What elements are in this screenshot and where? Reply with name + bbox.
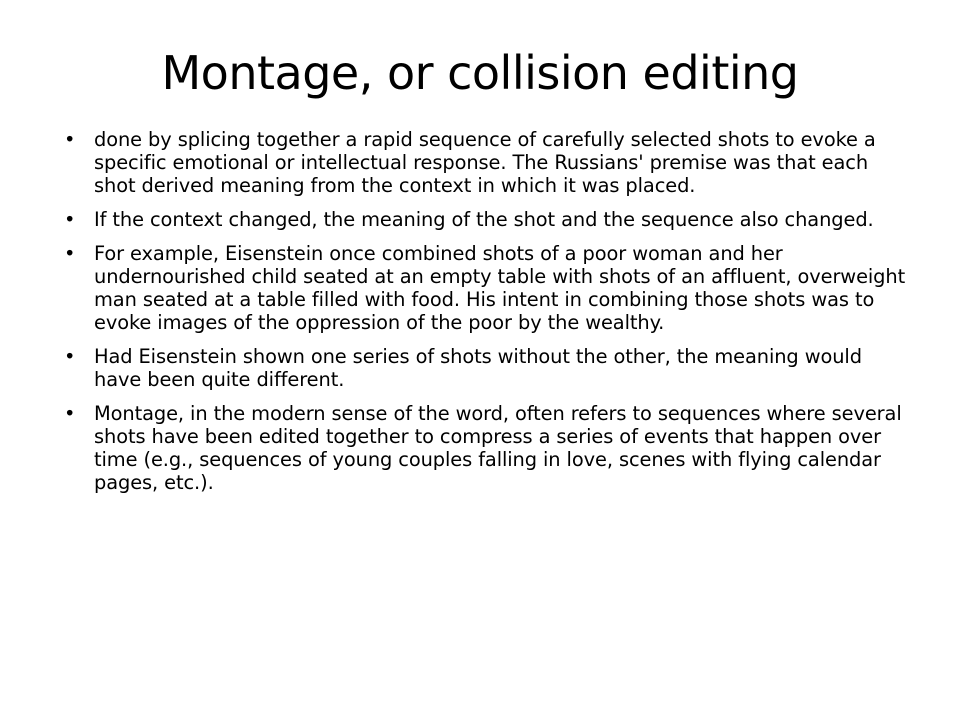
bullet-item [64,345,908,391]
bullet-text: If the context changed, the meaning of the shot and the sequence also changed. [94,208,874,231]
bullet-icon: • [64,402,76,425]
bullet-icon: • [64,208,76,231]
bullet-text: Had Eisenstein shown one series of shots without the other, the meaning would have been quite different. [94,345,862,391]
bullet-item [64,208,908,231]
bullet-icon: • [64,128,76,151]
bullet-text: Montage, in the modern sense of the word, often refers to sequences where several shots have been edited together to compress a series of events that happen over time (e.g., sequences of young couples falling in love, scenes with flying calendar pages, etc.). [94,402,902,494]
bullet-icon: • [64,345,76,368]
bullet-item [64,128,908,197]
bullet-text: done by splicing together a rapid sequence of carefully selected shots to evoke a specific emotional or intellectual response. The Russians' premise was that each shot derived meaning from the context in which it was placed. [94,128,876,197]
bullet-item [64,402,908,494]
bullet-icon: • [64,242,76,265]
bullet-item [64,242,908,334]
slide-title: Montage, or collision editing [161,46,799,100]
bullet-text: For example, Eisenstein once combined shots of a poor woman and her undernourished child seated at an empty table with shots of an affluent, overweight man seated at a table filled with food. His intent in combining those shots was to evoke images of the oppression of the poor by the wealthy. [94,242,906,334]
bullet-list [64,128,908,505]
